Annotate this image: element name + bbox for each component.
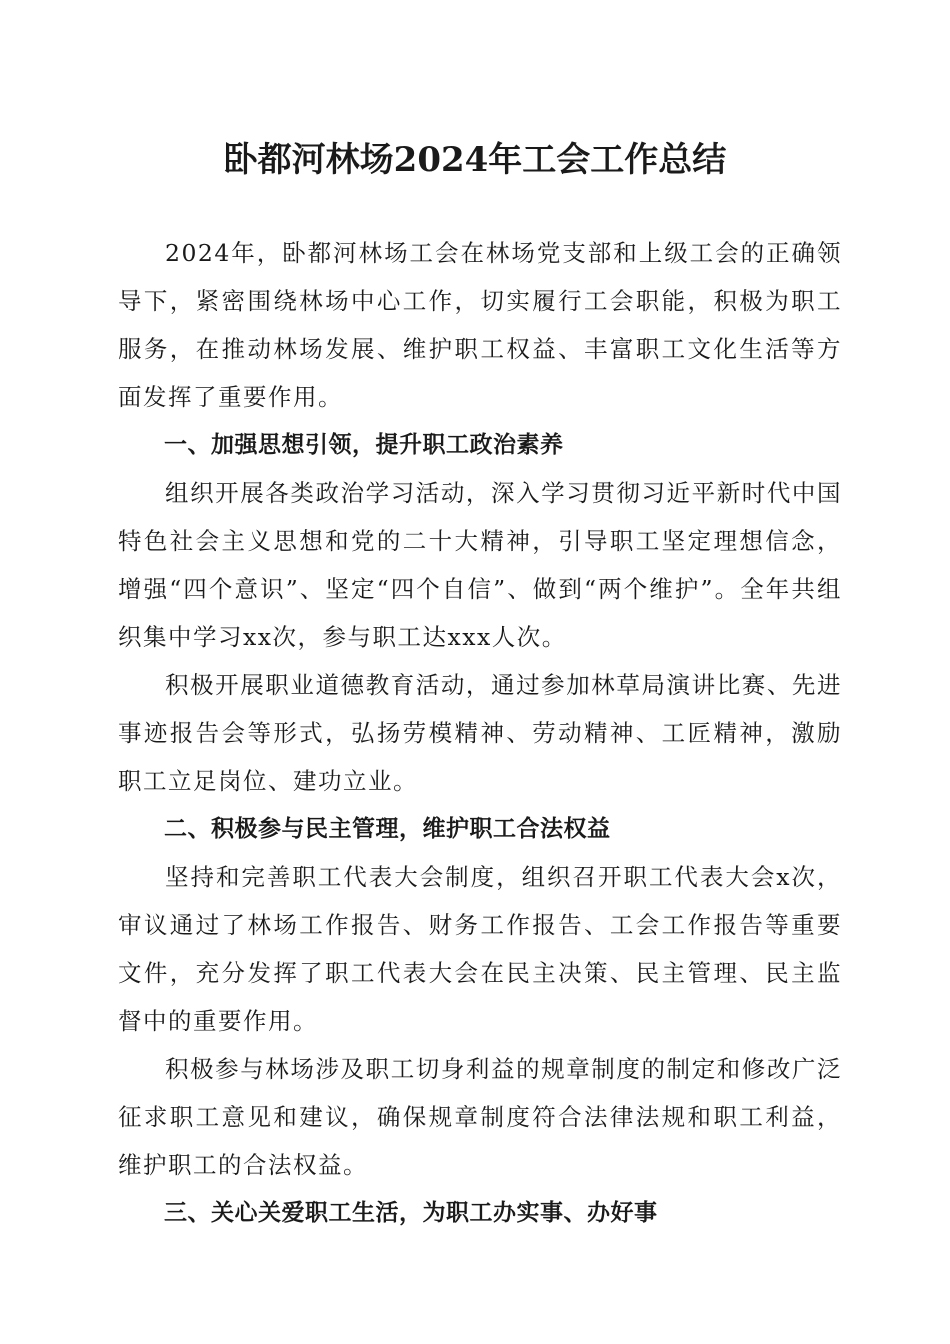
document-title: 卧都河林场2024年工会工作总结 <box>223 140 727 180</box>
section-1-heading: 一、加强思想引领，提升职工政治素养 <box>164 432 564 458</box>
section-2-heading: 二、积极参与民主管理，维护职工合法权益 <box>164 816 611 842</box>
intro-paragraph: 2024年，卧都河林场工会在林场党支部和上级工会的正确领导下，紧密围绕林场中心工作，切实履行工会职能，积极为职工服务，在推动林场发展、维护职工权益、丰富职工文化生活等方面发挥了重要作用。 <box>118 239 842 411</box>
section-2-paragraph-1: 坚持和完善职工代表大会制度，组织召开职工代表大会x次，审议通过了林场工作报告、财务工作报告、工会工作报告等重要文件，充分发挥了职工代表大会在民主决策、民主管理、民主监督中的重要作用。 <box>118 863 842 1035</box>
section-3-heading: 三、关心关爱职工生活，为职工办实事、办好事 <box>164 1200 658 1226</box>
section-1-paragraph-2: 积极开展职业道德教育活动，通过参加林草局演讲比赛、先进事迹报告会等形式，弘扬劳模精神、劳动精神、工匠精神，激励职工立足岗位、建功立业。 <box>118 671 842 795</box>
section-2-paragraph-2: 积极参与林场涉及职工切身利益的规章制度的制定和修改广泛征求职工意见和建议，确保规章制度符合法律法规和职工利益，维护职工的合法权益。 <box>118 1055 842 1179</box>
document-body <box>118 229 842 1237</box>
section-1-paragraph-1: 组织开展各类政治学习活动，深入学习贯彻习近平新时代中国特色社会主义思想和党的二十大精神，引导职工坚定理想信念，增强“四个意识”、坚定“四个自信”、做到“两个维护”。全年共组织集中学习xx次，参与职工达xxx人次。 <box>118 479 842 651</box>
